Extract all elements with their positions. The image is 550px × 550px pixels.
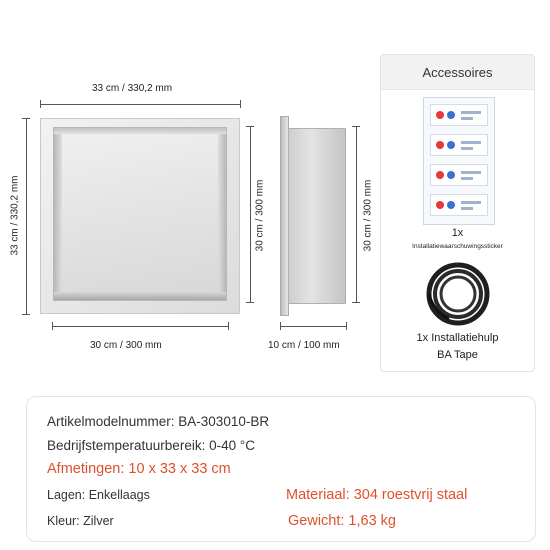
niche-right-wall bbox=[218, 128, 226, 300]
front-bottom-dimension-line bbox=[52, 326, 228, 327]
warning-icon bbox=[436, 171, 444, 179]
warning-icon bbox=[436, 201, 444, 209]
sticker-text-bar bbox=[461, 201, 481, 204]
sticker-row bbox=[430, 104, 488, 126]
front-left-dimension-label: 33 cm / 330,2 mm bbox=[9, 175, 21, 256]
side-right-dimension-label: 30 cm / 300 mm bbox=[362, 179, 374, 252]
front-bottom-tick-right bbox=[228, 322, 229, 330]
sticker-row bbox=[430, 164, 488, 186]
accessories-card bbox=[380, 54, 535, 372]
spec-operating-temperature: Bedrijfstemperatuurbereik: 0-40 °C bbox=[47, 438, 255, 453]
sticker-quantity: 1x bbox=[451, 227, 464, 239]
warning-icon bbox=[436, 141, 444, 149]
front-left-tick-bottom bbox=[22, 314, 30, 315]
shower-niche-side-view bbox=[288, 128, 346, 304]
sticker-row bbox=[430, 134, 488, 156]
front-right-dimension-line bbox=[250, 126, 251, 302]
front-bottom-tick-left bbox=[52, 322, 53, 330]
front-top-tick-right bbox=[240, 100, 241, 108]
niche-back-wall bbox=[62, 134, 218, 292]
front-left-dimension-line bbox=[26, 118, 27, 314]
info-icon bbox=[447, 141, 455, 149]
accessories-title: Accessoires bbox=[381, 55, 534, 90]
side-bottom-tick-left bbox=[280, 322, 281, 330]
sticker-text-bar bbox=[461, 111, 481, 114]
info-icon bbox=[447, 171, 455, 179]
niche-cavity bbox=[53, 127, 227, 301]
spec-model-number: Artikelmodelnummer: BA-303010-BR bbox=[47, 414, 270, 429]
spec-color: Kleur: Zilver bbox=[47, 514, 114, 528]
front-top-tick-left bbox=[40, 100, 41, 108]
niche-left-wall bbox=[54, 128, 62, 300]
sticker-text-bar bbox=[461, 177, 473, 180]
sticker-text-bar bbox=[461, 171, 481, 174]
front-right-tick-bottom bbox=[246, 302, 254, 303]
sticker-text-bar bbox=[461, 117, 473, 120]
niche-bottom-wall bbox=[54, 292, 226, 300]
spec-layers: Lagen: Enkellaags bbox=[47, 488, 150, 502]
front-bottom-dimension-label: 30 cm / 300 mm bbox=[90, 340, 162, 351]
sticker-name: Installatiewaarschuwingssticker bbox=[412, 243, 503, 250]
side-right-tick-bottom bbox=[352, 302, 360, 303]
side-bottom-dimension-line bbox=[280, 326, 346, 327]
sticker-row bbox=[430, 194, 488, 216]
front-top-dimension-label: 33 cm / 330,2 mm bbox=[92, 83, 173, 94]
shower-niche-front-view bbox=[40, 118, 240, 314]
sticker-text-bar bbox=[461, 207, 473, 210]
front-top-dimension-line bbox=[40, 104, 240, 105]
spec-dimensions: Afmetingen: 10 x 33 x 33 cm bbox=[47, 461, 231, 477]
warning-sticker-image bbox=[423, 97, 495, 225]
info-icon bbox=[447, 111, 455, 119]
tape-name: BA Tape bbox=[437, 349, 478, 361]
sticker-text-bar bbox=[461, 147, 473, 150]
tape-quantity-label: 1x Installatiehulp bbox=[416, 332, 499, 344]
front-right-tick-top bbox=[246, 126, 254, 127]
info-icon bbox=[447, 201, 455, 209]
warning-icon bbox=[436, 111, 444, 119]
niche-top-wall bbox=[54, 128, 226, 134]
spec-weight: Gewicht: 1,63 kg bbox=[288, 513, 396, 529]
sticker-text-bar bbox=[461, 141, 481, 144]
side-right-tick-top bbox=[352, 126, 360, 127]
spec-material: Materiaal: 304 roestvrij staal bbox=[286, 487, 468, 503]
side-right-dimension-line bbox=[356, 126, 357, 302]
side-bottom-tick-right bbox=[346, 322, 347, 330]
side-bottom-dimension-label: 10 cm / 100 mm bbox=[268, 340, 340, 351]
front-right-dimension-label: 30 cm / 300 mm bbox=[254, 179, 266, 252]
tape-roll-image bbox=[423, 259, 493, 329]
front-left-tick-top bbox=[22, 118, 30, 119]
